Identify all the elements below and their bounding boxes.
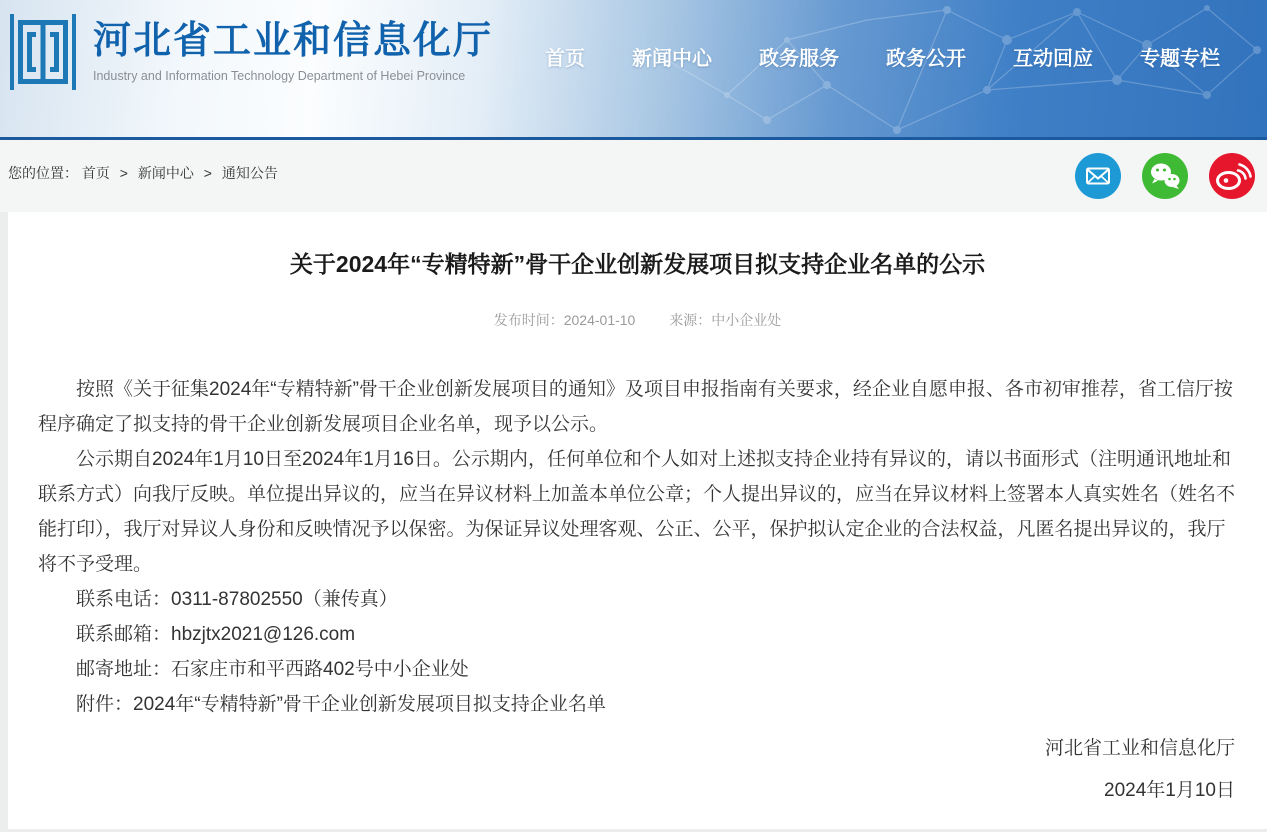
weibo-share-icon[interactable]	[1209, 153, 1255, 199]
breadcrumb-home[interactable]: 首页	[81, 165, 110, 181]
breadcrumb	[8, 163, 278, 183]
contact-phone: 联系电话：0311-87802550（兼传真）	[76, 589, 398, 610]
signature-date: 2024年1月10日	[1104, 780, 1235, 801]
share-icons	[1075, 153, 1255, 199]
nav-item-news-center[interactable]: 新闻中心	[632, 48, 712, 70]
main-nav	[545, 42, 1267, 71]
breadcrumb-bar	[0, 140, 1267, 212]
nav-item-gov-services[interactable]: 政务服务	[759, 48, 839, 70]
nav-item-interaction[interactable]: 互动回应	[1013, 48, 1093, 70]
site-brand[interactable]	[10, 12, 493, 92]
breadcrumb-notices[interactable]: 通知公告	[221, 165, 278, 181]
nav-item-gov-disclosure[interactable]: 政务公开	[886, 48, 966, 70]
nav-item-special-topics[interactable]: 专题专栏	[1140, 48, 1220, 70]
contact-email: 联系邮箱：hbzjtx2021@126.com	[76, 624, 356, 645]
mailing-address: 邮寄地址：石家庄市和平西路402号中小企业处	[76, 659, 469, 680]
signature-department: 河北省工业和信息化厅	[1044, 738, 1235, 759]
breadcrumb-separator: >	[119, 165, 128, 181]
brand-text	[93, 12, 493, 83]
department-logo-icon	[10, 12, 76, 92]
article-meta	[38, 310, 1237, 330]
breadcrumb-separator: >	[203, 165, 212, 181]
site-name: 河北省工业和信息化厅	[93, 20, 494, 62]
attachment-link[interactable]: 附件：2024年“专精特新”骨干企业创新发展项目拟支持企业名单	[76, 694, 606, 715]
publish-time	[494, 312, 636, 328]
article-source	[669, 312, 781, 328]
site-name-english: Industry and Information Technology Department of Hebei Province	[93, 69, 466, 83]
breadcrumb-prefix: 您的位置：	[8, 165, 78, 181]
signature-block	[38, 728, 1237, 812]
breadcrumb-news-center[interactable]: 新闻中心	[137, 165, 194, 181]
paragraph-objection-rules: 公示期自2024年1月10日至2024年1月16日。公示期内，任何单位和个人如对上述拟支持企业持有异议的，请以书面形式（注明通讯地址和联系方式）向我厅反映。单位提出异议的，应当在异议材料上加盖本单位公章；个人提出异议的，应当在异议材料上签署本人真实姓名（姓名不能打印），我厅对异议人身份和反映情况予以保密。为保证异议处理客观、公正、公平，保护拟认定企业的合法权益，凡匿名提出异议的，我厅将不予受理。	[38, 449, 1236, 575]
paragraph-intro: 按照《关于征集2024年“专精特新”骨干企业创新发展项目的通知》及项目申报指南有关要求，经企业自愿申报、各市初审推荐，省工信厅按程序确定了拟支持的骨干企业创新发展项目企业名单，现予以公示。	[38, 379, 1233, 435]
email-share-icon[interactable]	[1075, 153, 1121, 199]
publish-time-value: 2024-01-10	[563, 312, 636, 328]
article-card	[8, 212, 1267, 829]
source-value: 中小企业处	[711, 312, 782, 328]
nav-item-home[interactable]: 首页	[545, 48, 585, 70]
publish-time-label: 发布时间：	[493, 312, 564, 328]
article-title: 关于2024年“专精特新”骨干企业创新发展项目拟支持企业名单的公示	[289, 251, 986, 277]
article-body	[38, 372, 1237, 722]
wechat-share-icon[interactable]	[1142, 153, 1188, 199]
site-header	[0, 0, 1267, 140]
source-label: 来源：	[669, 312, 712, 328]
